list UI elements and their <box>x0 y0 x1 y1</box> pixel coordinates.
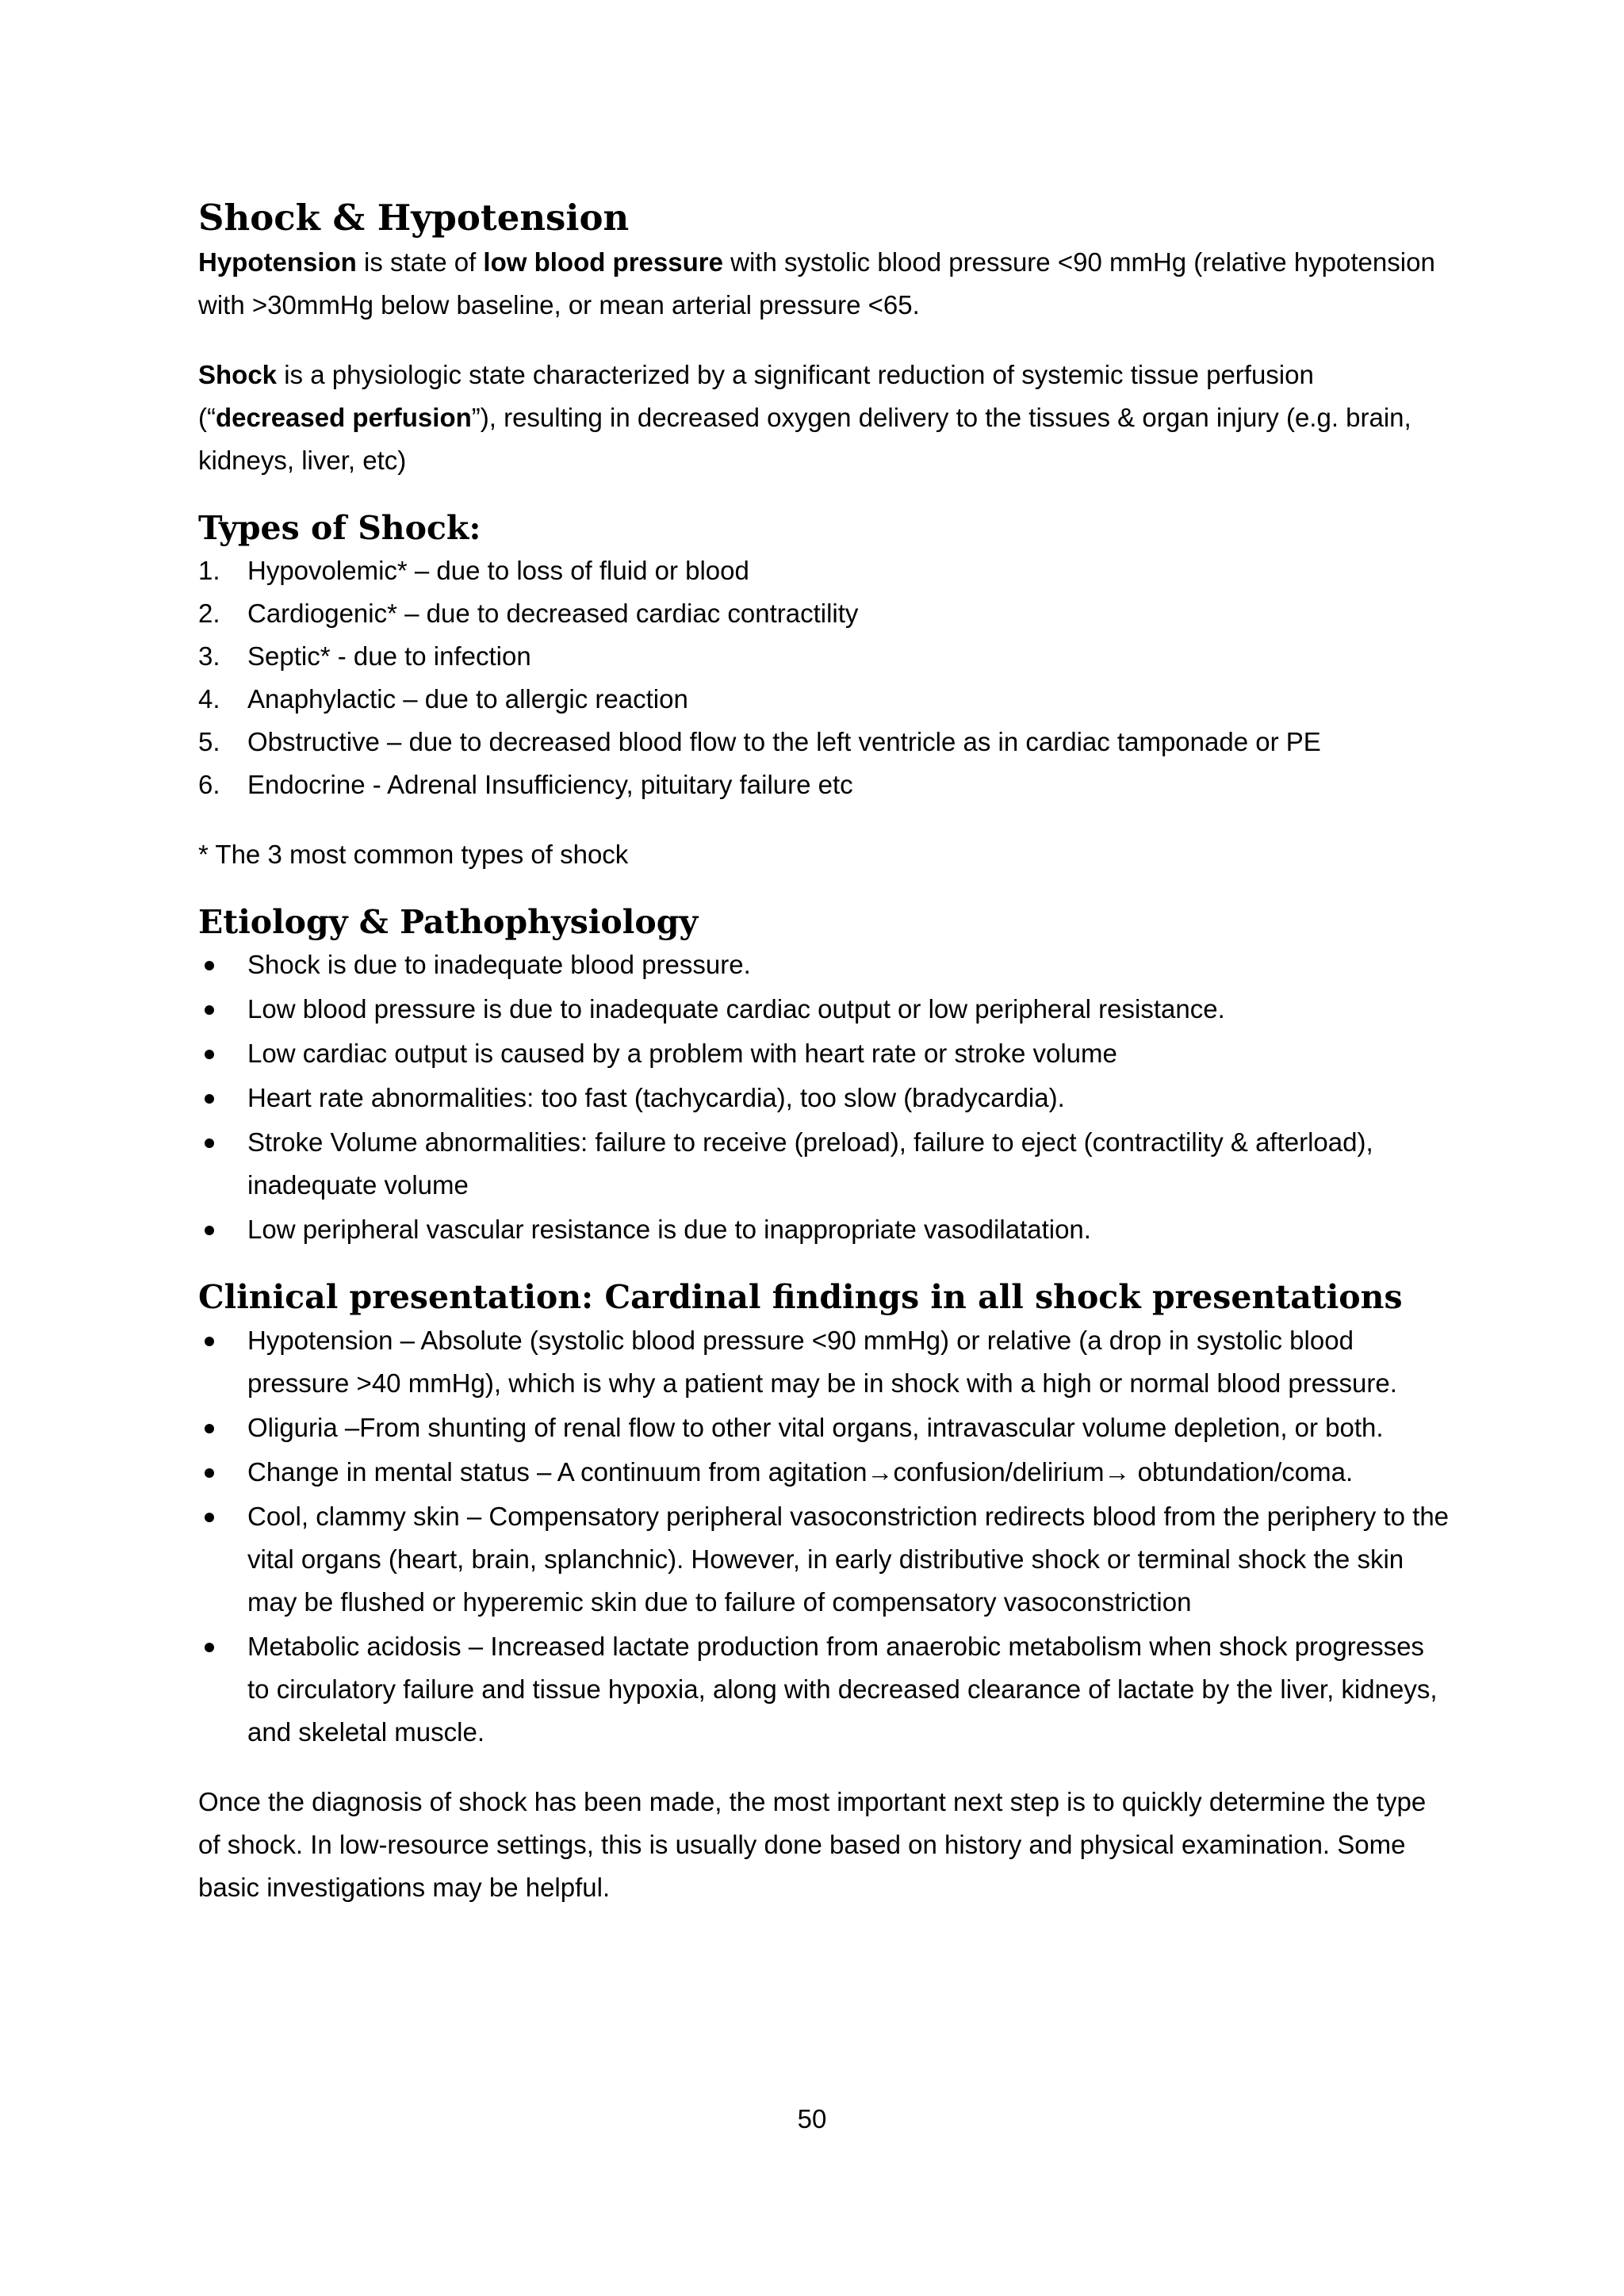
bullet-icon <box>205 961 214 970</box>
bullet-icon <box>205 1643 214 1652</box>
list-item <box>198 1319 1451 1405</box>
list-text: Metabolic acidosis – Increased lactate production from anaerobic metabolism when shock progresses to circulatory failure and tissue hypoxia, along with decreased clearance of lactate by the liver, kidneys, and skeletal muscle. <box>247 1631 1438 1747</box>
hypotension-mid: is state of <box>356 247 484 277</box>
list-text: Cardiogenic* – due to decreased cardiac contractility <box>247 599 859 629</box>
document-page <box>198 197 1451 1909</box>
list-item <box>198 549 1451 592</box>
list-number: 3. <box>198 641 220 672</box>
types-heading: Types of Shock: <box>198 509 481 547</box>
list-item <box>198 1406 1451 1449</box>
list-text: Oliguria –From shunting of renal flow to other vital organs, intravascular volume depletion, or both. <box>247 1412 1384 1442</box>
list-number: 6. <box>198 770 220 800</box>
bullet-icon <box>205 1468 214 1478</box>
list-text: Obstructive – due to decreased blood flow to the left ventricle as in cardiac tamponade or PE <box>247 727 1321 757</box>
bullet-icon <box>205 1513 214 1522</box>
list-item <box>198 1121 1451 1207</box>
shock-mid: is a physiologic state characterized by a significant reduction of systemic tissue perfusion (“ <box>198 360 1314 432</box>
closing-paragraph: Once the diagnosis of shock has been made, the most important next step is to quickly determine the type of shock. In low-resource settings, this is usually done based on history and physical examination. Some basic investigations may be helpful. <box>198 1786 1427 1902</box>
list-item <box>198 1495 1451 1624</box>
clinical-list <box>198 1319 1451 1754</box>
list-number: 4. <box>198 684 220 714</box>
list-text: Anaphylactic – due to allergic reaction <box>247 684 688 714</box>
list-item <box>198 1032 1451 1075</box>
list-text: Heart rate abnormalities: too fast (tachycardia), too slow (bradycardia). <box>247 1083 1065 1113</box>
list-item <box>198 1451 1451 1494</box>
shock-rest: ”), resulting in decreased oxygen delivery to the tissues & organ injury (e.g. brain, kidneys, liver, etc) <box>198 403 1411 475</box>
bullet-icon <box>205 1424 214 1433</box>
hypotension-rest: with systolic blood pressure <90 mmHg (relative hypotension with >30mmHg below baseline, or mean arterial pressure <65. <box>198 247 1435 320</box>
list-item <box>198 988 1451 1031</box>
hypotension-bold: low blood pressure <box>483 247 723 277</box>
shock-term: Shock <box>198 360 278 389</box>
list-item <box>198 721 1451 763</box>
list-number: 1. <box>198 556 220 586</box>
page-number: 50 <box>797 2104 827 2133</box>
bullet-icon <box>205 1094 214 1104</box>
bullet-icon <box>205 1138 214 1148</box>
hypotension-term: Hypotension <box>198 247 357 277</box>
clinical-heading: Clinical presentation: Cardinal findings in all shock presentations <box>198 1278 1403 1317</box>
list-text: Shock is due to inadequate blood pressure. <box>247 950 751 980</box>
hypotension-definition <box>198 241 1451 327</box>
bullet-icon <box>205 1226 214 1235</box>
etiology-list <box>198 943 1451 1251</box>
list-number: 5. <box>198 727 220 757</box>
list-item <box>198 1077 1451 1119</box>
list-text: Cool, clammy skin – Compensatory peripheral vasoconstriction redirects blood from the periphery to the vital organs (heart, brain, splanchnic). However, in early distributive shock or terminal shock the skin may be flushed or hyperemic skin due to failure of compensatory vasoconstriction <box>247 1501 1450 1617</box>
list-text: Stroke Volume abnormalities: failure to receive (preload), failure to eject (contractility & afterload), inadequate volume <box>247 1127 1373 1200</box>
list-item <box>198 592 1451 635</box>
list-text: Septic* - due to infection <box>247 641 531 672</box>
page-title: Shock & Hypotension <box>198 197 630 239</box>
list-item <box>198 635 1451 678</box>
list-text: Low blood pressure is due to inadequate cardiac output or low peripheral resistance. <box>247 994 1225 1024</box>
etiology-heading: Etiology & Pathophysiology <box>198 903 699 942</box>
types-list <box>198 549 1451 806</box>
bullet-icon <box>205 1005 214 1015</box>
list-item <box>198 943 1451 986</box>
types-footnote: * The 3 most common types of shock <box>198 840 629 870</box>
list-text: Hypovolemic* – due to loss of fluid or blood <box>247 556 749 586</box>
list-item <box>198 1208 1451 1251</box>
list-number: 2. <box>198 599 220 629</box>
list-text: Endocrine - Adrenal Insufficiency, pituitary failure etc <box>247 770 853 800</box>
list-text: Hypotension – Absolute (systolic blood pressure <90 mmHg) or relative (a drop in systolic blood pressure >40 mmHg), which is why a patient may be in shock with a high or normal blood pressure. <box>247 1325 1397 1398</box>
bullet-icon <box>205 1337 214 1346</box>
list-item <box>198 678 1451 721</box>
shock-bold: decreased perfusion <box>215 403 472 432</box>
list-text: Low cardiac output is caused by a problem with heart rate or stroke volume <box>247 1039 1117 1069</box>
list-text: Change in mental status – A continuum from agitation→confusion/delirium→ obtundation/coma. <box>247 1456 1354 1487</box>
list-item <box>198 1625 1451 1754</box>
bullet-icon <box>205 1050 214 1059</box>
shock-definition <box>198 354 1451 482</box>
list-text: Low peripheral vascular resistance is due to inappropriate vasodilatation. <box>247 1215 1091 1245</box>
list-item <box>198 763 1451 806</box>
